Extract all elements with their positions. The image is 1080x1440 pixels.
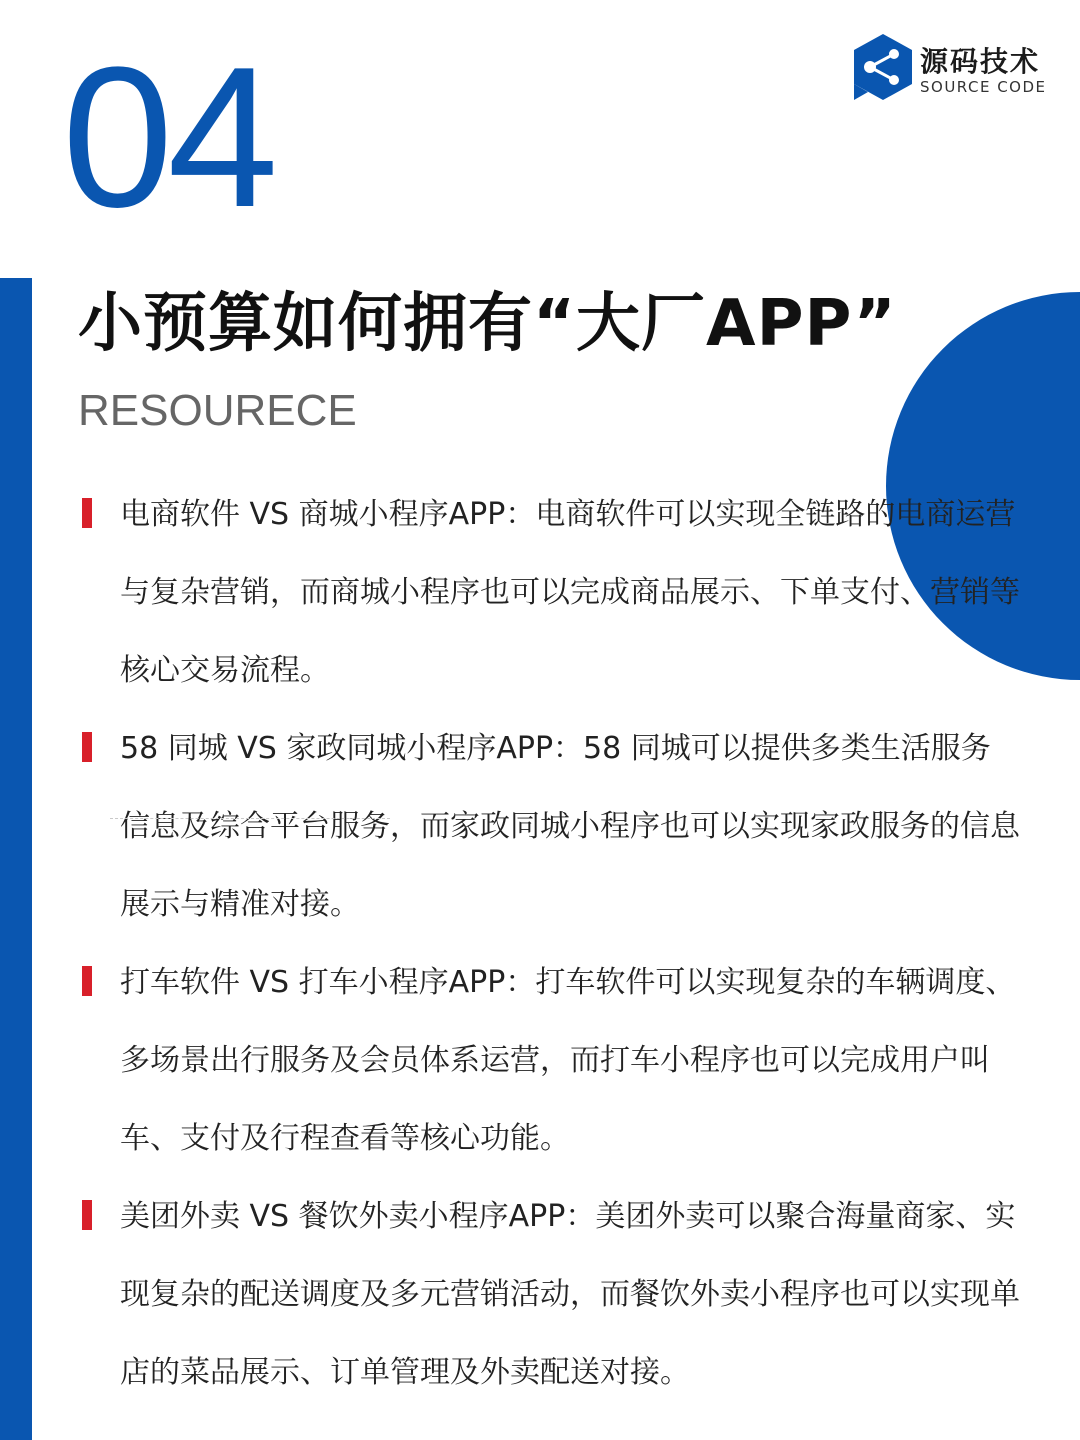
- page-subtitle: RESOURECE: [78, 386, 357, 435]
- logo-text-en: SOURCE CODE: [920, 78, 1047, 96]
- list-item-text: 美团外卖 VS 餐饮外卖小程序APP：美团外卖可以聚合海量商家、实现复杂的配送调度及多元营销活动，而餐饮外卖小程序也可以实现单店的菜品展示、订单管理及外卖配送对接。: [120, 1199, 1020, 1390]
- comparison-list: [78, 476, 1038, 1412]
- brand-logo: [850, 32, 1050, 104]
- logo-mark-icon: [850, 32, 916, 102]
- page-title: 小预算如何拥有“大厂APP”: [78, 287, 897, 361]
- list-item: [78, 710, 1038, 944]
- list-item-text: 电商软件 VS 商城小程序APP：电商软件可以实现全链路的电商运营与复杂营销，而商城小程序也可以完成商品展示、下单支付、营销等核心交易流程。: [120, 497, 1020, 688]
- list-item: [78, 1178, 1038, 1412]
- left-accent-bar: [0, 278, 32, 1440]
- dashed-divider: [110, 818, 390, 819]
- list-item: [78, 944, 1038, 1178]
- bullet-marker: [82, 966, 92, 996]
- bullet-marker: [82, 1200, 92, 1230]
- list-item-text: 打车软件 VS 打车小程序APP：打车软件可以实现复杂的车辆调度、多场景出行服务及会员体系运营，而打车小程序也可以完成用户叫车、支付及行程查看等核心功能。: [120, 965, 1016, 1156]
- list-item: [78, 476, 1038, 710]
- section-number: 04: [62, 26, 273, 249]
- list-item-text: 58 同城 VS 家政同城小程序APP：58 同城可以提供多类生活服务信息及综合平台服务，而家政同城小程序也可以实现家政服务的信息展示与精准对接。: [120, 731, 1020, 922]
- logo-text-cn: 源码技术: [920, 45, 1041, 78]
- bullet-marker: [82, 732, 92, 762]
- bullet-marker: [82, 498, 92, 528]
